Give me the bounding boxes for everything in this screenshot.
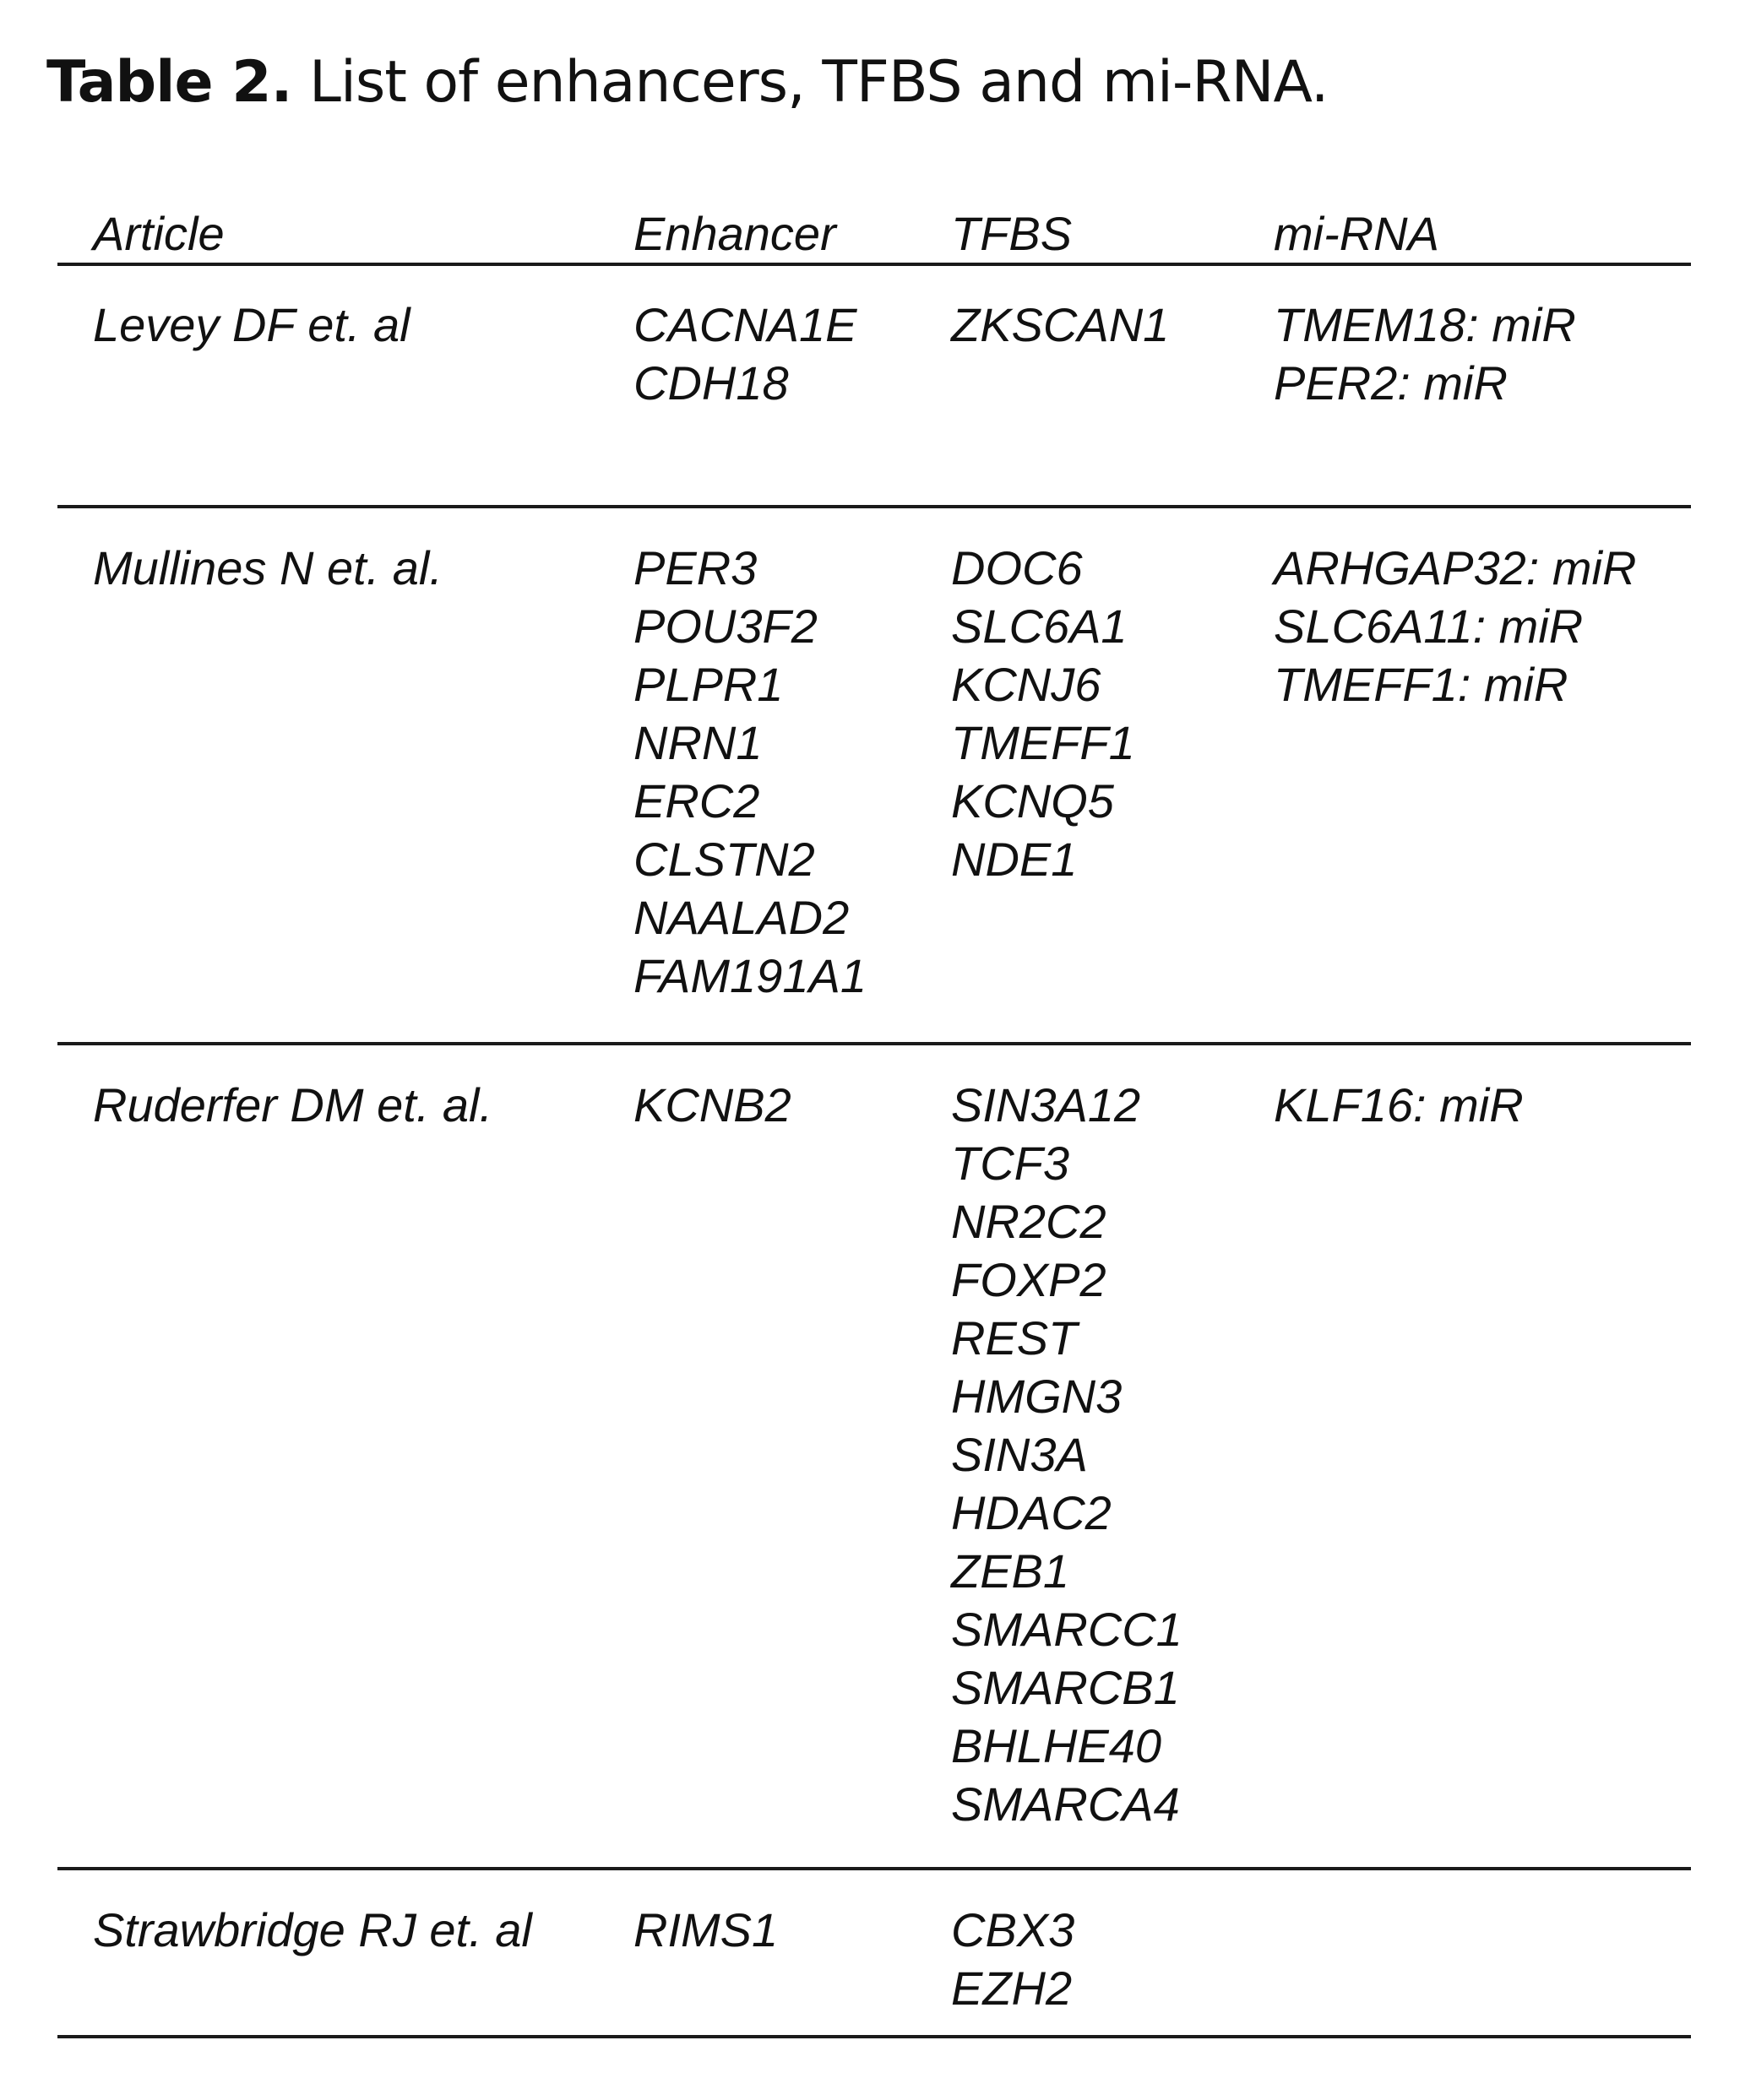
- header-mirna: mi-RNA: [1274, 207, 1439, 260]
- row-2-rule: [57, 1042, 1691, 1045]
- row-4-article: Strawbridge RJ et. al: [93, 1903, 532, 1956]
- list-item: TMEFF1: miR: [1274, 658, 1568, 711]
- table-number: Table 2.: [46, 49, 292, 116]
- header-article: Article: [93, 207, 225, 260]
- row-2-enhancers: [633, 539, 867, 1005]
- list-item: HDAC2: [951, 1486, 1112, 1539]
- row-3-article: Ruderfer DM et. al.: [93, 1078, 493, 1131]
- list-item: SIN3A: [951, 1428, 1088, 1481]
- list-item: TMEM18: miR: [1274, 298, 1576, 351]
- header-enhancer: Enhancer: [633, 207, 836, 260]
- list-item: EZH2: [951, 1962, 1073, 2015]
- list-item: FAM191A1: [633, 949, 867, 1002]
- list-item: NRN1: [633, 716, 763, 769]
- row-1-enhancers: [633, 296, 857, 412]
- list-item: KCNB2: [633, 1078, 791, 1131]
- list-item: TMEFF1: [951, 716, 1135, 769]
- row-4-enhancers: [633, 1901, 778, 1959]
- row-4-tfbs: [951, 1901, 1074, 2017]
- list-item: SLC6A1: [951, 600, 1128, 653]
- list-item: KCNQ5: [951, 774, 1114, 828]
- list-item: HMGN3: [951, 1370, 1123, 1423]
- list-item: CLSTN2: [633, 833, 815, 886]
- list-item: PLPR1: [633, 658, 784, 711]
- list-item: POU3F2: [633, 600, 818, 653]
- row-2-article: Mullines N et. al.: [93, 541, 443, 594]
- row-1-rule: [57, 505, 1691, 508]
- header-tfbs: TFBS: [951, 207, 1073, 260]
- header-rule: [57, 263, 1691, 266]
- row-3-enhancers: [633, 1076, 791, 1134]
- list-item: TCF3: [951, 1137, 1069, 1190]
- list-item: ZEB1: [951, 1544, 1070, 1598]
- list-item: ERC2: [633, 774, 760, 828]
- list-item: FOXP2: [951, 1253, 1106, 1306]
- list-item: SIN3A12: [951, 1078, 1141, 1131]
- list-item: NAALAD2: [633, 891, 850, 944]
- list-item: SMARCB1: [951, 1661, 1180, 1714]
- list-item: REST: [951, 1311, 1078, 1365]
- table-caption: List of enhancers, TFBS and mi-RNA.: [291, 49, 1329, 116]
- row-2-mirna: [1274, 539, 1636, 714]
- list-item: CDH18: [633, 356, 789, 410]
- list-item: KCNJ6: [951, 658, 1101, 711]
- list-item: RIMS1: [633, 1903, 779, 1956]
- list-item: CACNA1E: [633, 298, 857, 351]
- list-item: BHLHE40: [951, 1719, 1162, 1772]
- bottom-rule: [57, 2035, 1691, 2038]
- row-1-mirna: [1274, 296, 1576, 412]
- list-item: NR2C2: [951, 1195, 1106, 1248]
- list-item: SMARCA4: [951, 1777, 1180, 1831]
- row-1-article: Levey DF et. al: [93, 298, 410, 351]
- list-item: NDE1: [951, 833, 1078, 886]
- list-item: PER2: miR: [1274, 356, 1508, 410]
- list-item: ZKSCAN1: [951, 298, 1170, 351]
- row-3-tfbs: [951, 1076, 1182, 1833]
- row-1-tfbs: [951, 296, 1169, 354]
- list-item: CBX3: [951, 1903, 1075, 1956]
- row-2-tfbs: [951, 539, 1135, 888]
- list-item: PER3: [633, 541, 758, 594]
- list-item: DOC6: [951, 541, 1083, 594]
- list-item: SMARCC1: [951, 1603, 1182, 1656]
- row-3-rule: [57, 1867, 1691, 1870]
- list-item: KLF16: miR: [1274, 1078, 1524, 1131]
- list-item: ARHGAP32: miR: [1274, 541, 1637, 594]
- list-item: SLC6A11: miR: [1274, 600, 1584, 653]
- row-3-mirna: [1274, 1076, 1524, 1134]
